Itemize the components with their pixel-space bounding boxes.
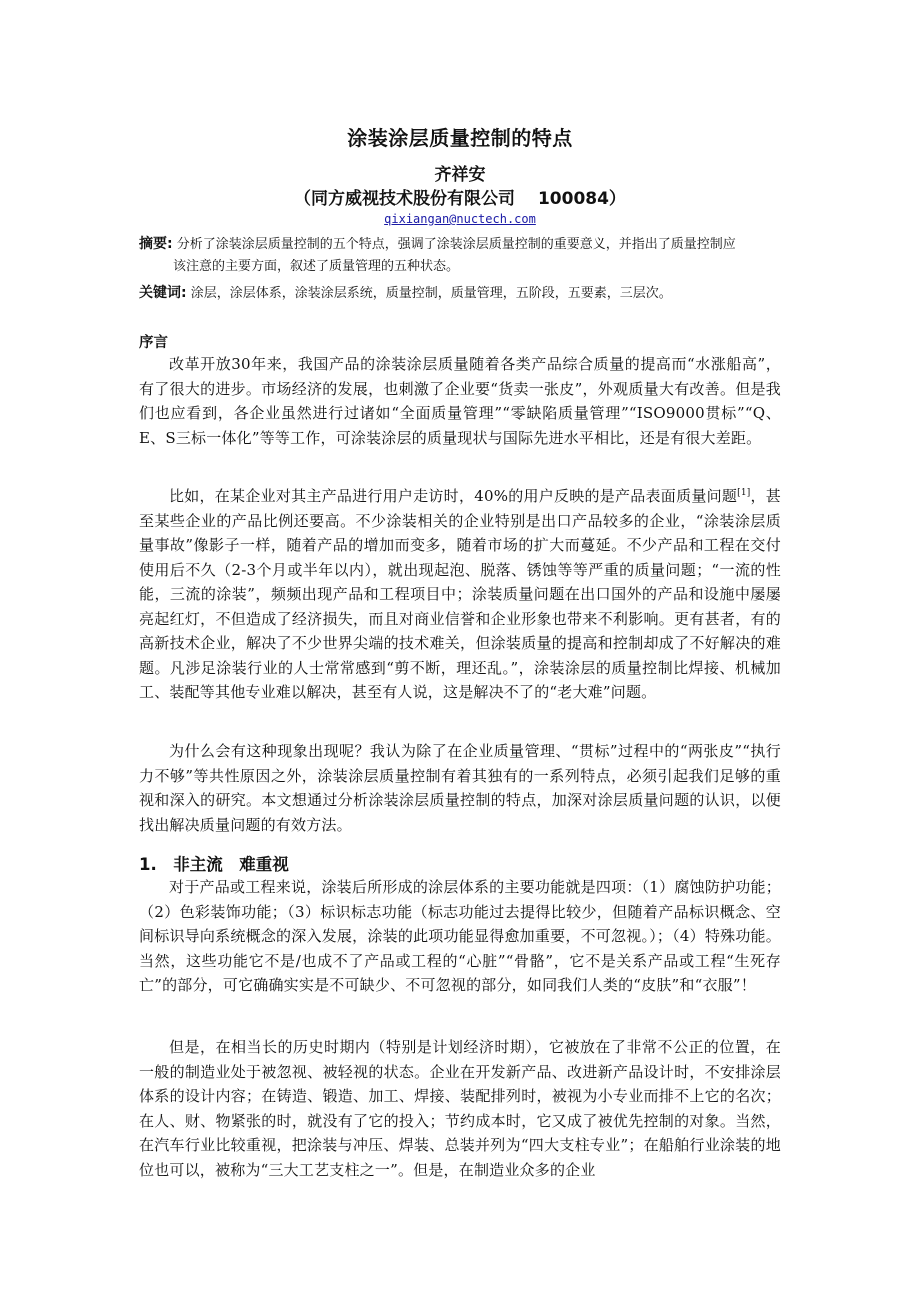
preface-paragraph-2-text-a: 比如，在某企业对其主产品进行用户走访时，40%的用户反映的是产品表面质量问题 bbox=[169, 487, 738, 505]
abstract-text-2: 该注意的主要方面，叙述了质量管理的五种状态。 bbox=[173, 259, 460, 274]
author-affiliation: （同方威视技术股份有限公司 100084） bbox=[294, 189, 626, 209]
author-email-link[interactable]: qixiangan@nuctech.com bbox=[384, 212, 536, 226]
preface-paragraph-2-text-b: ，甚至某些企业的产品比例还要高。不少涂装相关的企业特别是出口产品较多的企业，“涂装涂层质量事故”像影子一样，随着产品的增加而变多，随着市场的扩大而蔓延。不少产品和工程在交付使用后不久（2-3个月或半年以内），就出现起泡、脱落、锈蚀等等严重的质量问题；“一流的性能，三流的涂装”，频频出现产品和工程项目中；涂装质量问题在出口国外的产品和设施中屡屡亮起红灯，不但造成了经济损失，而且对商业信誉和企业形象也带来不利影响。更有甚者，有的高新技术企业，解决了不少世界尖端的技术难关，但涂装质量的提高和控制却成了不好解决的难题。凡涉足涂装行业的人士常常感到“剪不断，理还乱。”，涂装涂层的质量控制比焊接、机械加工、装配等其他专业难以解决，甚至有人说，这是解决不了的“老大难”问题。 bbox=[139, 487, 781, 701]
keywords-block bbox=[139, 282, 789, 305]
author-name: 齐祥安 bbox=[434, 165, 486, 185]
document-title: 涂装涂层质量控制的特点 bbox=[347, 126, 573, 150]
citation-1: [1] bbox=[737, 488, 751, 498]
section-1-paragraph-2: 但是，在相当长的历史时期内（特别是计划经济时期），它被放在了非常不公正的位置，在一般的制造业处于被忽视、被轻视的状态。企业在开发新产品、改进新产品设计时，不安排涂层体系的设计内容；在铸造、锻造、加工、焊接、装配排列时，被视为小专业而排不上它的名次；在人、财、物紧张的时，就没有了它的投入；节约成本时，它又成了被优先控制的对象。当然，在汽车行业比较重视，把涂装与冲压、焊装、总装并列为“四大支柱专业”；在船舶行业涂装的地位也可以，被称为“三大工艺支柱之一”。但是，在制造业众多的企业 bbox=[139, 1038, 781, 1179]
keywords-text: 涂层，涂层体系，涂装涂层系统，质量控制，质量管理，五阶段，五要素，三层次。 bbox=[186, 286, 672, 301]
preface-heading: 序言 bbox=[139, 335, 168, 351]
preface-paragraph-3: 为什么会有这种现象出现呢？我认为除了在企业质量管理、“贯标”过程中的“两张皮”“执行力不够”等共性原因之外，涂装涂层质量控制有着其独有的一系列特点，必须引起我们足够的重视和深入的研究。本文想通过分析涂装涂层质量控制的特点，加深对涂层质量问题的认识，以便找出解决质量问题的有效方法。 bbox=[139, 742, 781, 834]
section-1-heading: 1. 非主流 难重视 bbox=[139, 855, 289, 874]
keywords-label: 关键词: bbox=[139, 285, 187, 301]
abstract-label: 摘要: bbox=[139, 236, 173, 252]
abstract-block bbox=[139, 233, 789, 278]
abstract-text-1: 分析了涂装涂层质量控制的五个特点，强调了涂装涂层质量控制的重要意义，并指出了质量控制应 bbox=[172, 237, 736, 252]
section-1-paragraph-1: 对于产品或工程来说，涂装后所形成的涂层体系的主要功能就是四项：（1）腐蚀防护功能；（2）色彩装饰功能；（3）标识标志功能（标志功能过去提得比较少，但随着产品标识概念、空间标识导向系统概念的深入发展，涂装的此项功能显得愈加重要，不可忽视。）；（4）特殊功能。当然，这些功能它不是/也成不了产品或工程的“心脏”“骨骼”，它不是关系产品或工程“生死存亡”的部分，可它确确实实是不可缺少、不可忽视的部分，如同我们人类的“皮肤”和“衣服”！ bbox=[139, 878, 781, 994]
preface-paragraph-1: 改革开放30年来，我国产品的涂装涂层质量随着各类产品综合质量的提高而“水涨船高”，有了很大的进步。市场经济的发展，也刺激了企业要“货卖一张皮”，外观质量大有改善。但是我们也应看到，各企业虽然进行过诸如“全面质量管理”“零缺陷质量管理”“ISO9000贯标”“Q、E、S三标一体化”等等工作，可涂装涂层的质量现状与国际先进水平相比，还是有很大差距。 bbox=[139, 355, 781, 447]
abstract-line-1 bbox=[139, 233, 789, 256]
preface-paragraph-2 bbox=[139, 484, 781, 705]
